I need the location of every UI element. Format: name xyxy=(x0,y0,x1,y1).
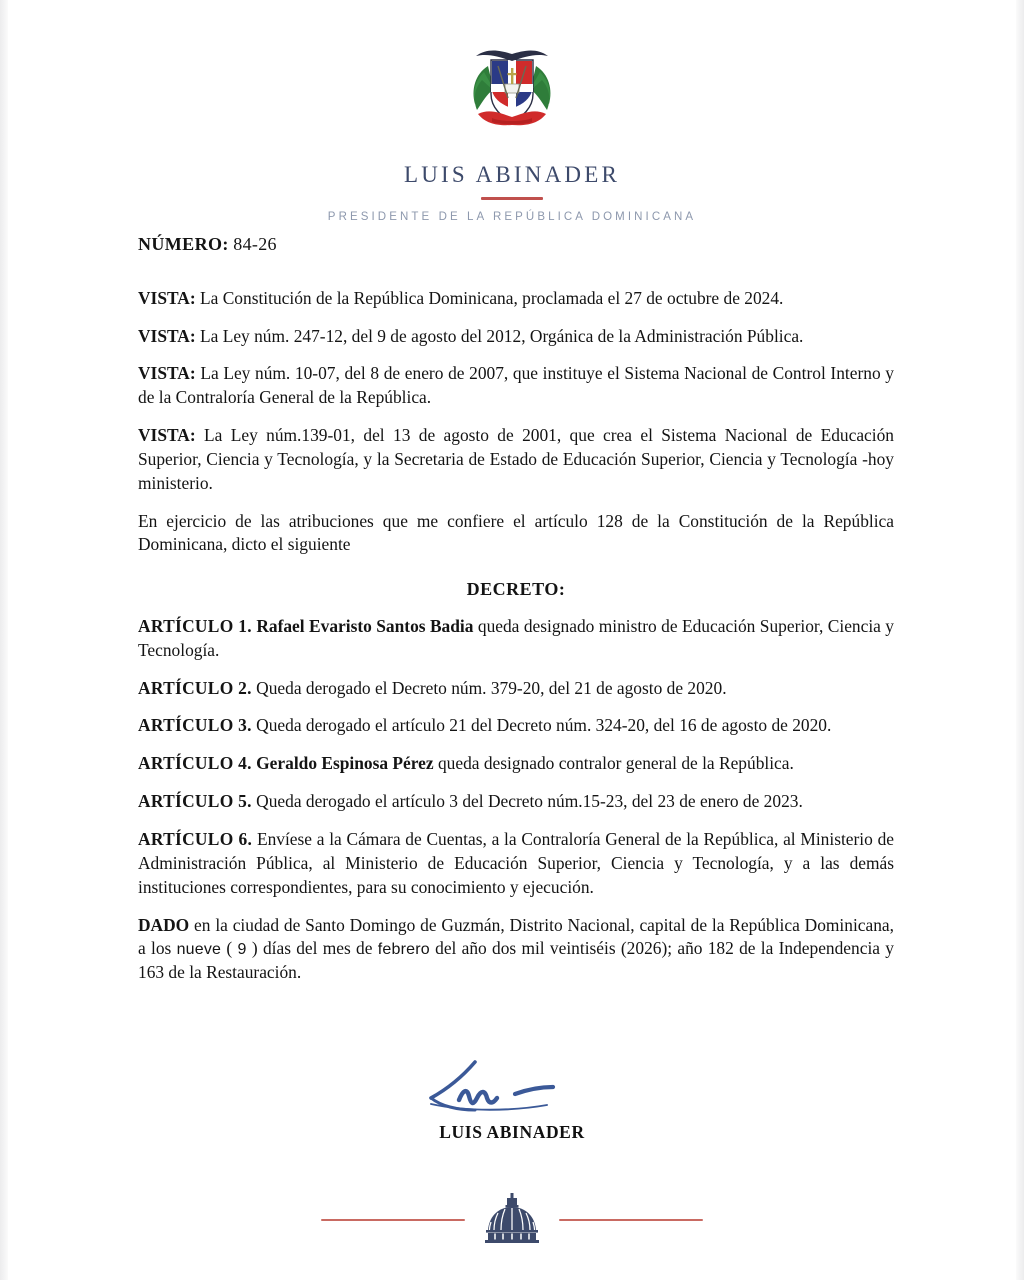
handwritten-signature-icon xyxy=(397,1058,627,1120)
article-text: Queda derogado el artículo 21 del Decreto núm. 324-20, del 16 de agosto de 2020. xyxy=(251,715,832,736)
signature-name: LUIS ABINADER xyxy=(439,1122,585,1142)
dado-text-part1: en la ciudad de Santo Domingo de Guzmán, Distrito Nacional, capital de la República Dominicana, a los xyxy=(138,914,894,959)
vista-paragraph xyxy=(138,287,894,311)
vista-text: La Ley núm.139-01, del 13 de agosto de 2001, que crea el Sistema Nacional de Educación Superior, Ciencia y Tecnología, y la Secretaria de Estado de Educación Superior, Ciencia y Tecnología -hoy ministerio. xyxy=(138,425,894,493)
altar-de-la-patria-dome-icon xyxy=(481,1192,543,1248)
dado-day-number-fill: 9 xyxy=(237,941,247,959)
article-text: queda designado ministro de Educación Superior, Ciencia y Tecnología. xyxy=(138,615,894,660)
vista-text: La Ley núm. 247-12, del 9 de agosto del 2012, Orgánica de la Administración Pública. xyxy=(195,325,804,346)
president-subtitle: PRESIDENTE DE LA REPÚBLICA DOMINICANA xyxy=(327,211,697,223)
decree-body xyxy=(138,232,894,999)
president-name: LUIS ABINADER xyxy=(403,162,621,187)
signature-block xyxy=(0,1058,1024,1143)
article-number: ARTÍCULO 4. xyxy=(138,753,252,774)
vista-keyword: VISTA: xyxy=(138,325,196,346)
footer-rule-right xyxy=(559,1219,703,1221)
dado-keyword: DADO xyxy=(138,914,190,935)
vista-paragraph xyxy=(138,362,894,410)
dado-month-fill: febrero xyxy=(377,941,430,959)
letterhead-red-rule xyxy=(481,197,543,200)
dado-text-part2: ( xyxy=(221,938,238,959)
article-paragraph xyxy=(138,714,894,738)
dado-paragraph xyxy=(138,914,894,986)
dado-text-part4: del año dos mil veintiséis (2026); año 182 de la Independencia y 163 de la Restauración. xyxy=(138,938,894,983)
footer-rule-left xyxy=(321,1219,465,1221)
dado-day-word-fill: nueve xyxy=(176,941,222,959)
article-designee-name: Rafael Evaristo Santos Badia xyxy=(251,615,474,636)
article-text: Queda derogado el Decreto núm. 379-20, del 21 de agosto de 2020. xyxy=(251,677,727,698)
vista-paragraph xyxy=(138,424,894,496)
article-text: Queda derogado el artículo 3 del Decreto núm.15-23, del 23 de enero de 2023. xyxy=(251,791,803,812)
vista-paragraph xyxy=(138,325,894,349)
decree-number-value: 84-26 xyxy=(233,234,277,254)
vista-keyword: VISTA: xyxy=(138,425,196,446)
article-paragraph xyxy=(138,828,894,900)
article-number: ARTÍCULO 5. xyxy=(138,791,252,812)
decree-number-label: NÚMERO: xyxy=(138,234,229,254)
letterhead xyxy=(0,0,1024,223)
article-paragraph xyxy=(138,615,894,663)
vista-text: La Ley núm. 10-07, del 8 de enero de 2007, que instituye el Sistema Nacional de Control Interno y de la Contraloría General de la República. xyxy=(138,363,894,408)
ejercicio-paragraph: En ejercicio de las atribuciones que me confiere el artículo 128 de la Constitución de la República Dominicana, dicto el siguiente xyxy=(138,510,894,555)
article-text: queda designado contralor general de la República. xyxy=(433,753,794,774)
article-paragraph xyxy=(138,790,894,814)
page-footer xyxy=(0,1192,1024,1248)
dado-text-part3: ) días del mes de xyxy=(246,938,378,959)
decreto-heading: DECRETO: xyxy=(466,579,566,600)
article-number: ARTÍCULO 6. xyxy=(138,828,253,849)
decree-number-line xyxy=(138,232,894,257)
article-number: ARTÍCULO 2. xyxy=(138,677,252,698)
article-paragraph xyxy=(138,752,894,776)
article-paragraph xyxy=(138,677,894,701)
vista-keyword: VISTA: xyxy=(138,363,196,384)
article-designee-name: Geraldo Espinosa Pérez xyxy=(251,753,434,774)
article-number: ARTÍCULO 3. xyxy=(138,715,252,736)
article-text: Envíese a la Cámara de Cuentas, a la Contraloría General de la República, al Ministerio de Administración Pública, al Ministerio de Educación Superior, Ciencia y Tecnología, y a las demás instituciones correspondientes, para su conocimiento y ejecución. xyxy=(138,828,894,897)
vista-keyword: VISTA: xyxy=(138,287,196,308)
article-number: ARTÍCULO 1. xyxy=(138,615,252,636)
vista-text: La Constitución de la República Dominicana, proclamada el 27 de octubre de 2024. xyxy=(195,287,784,308)
dominican-republic-coat-of-arms-icon xyxy=(458,32,566,140)
